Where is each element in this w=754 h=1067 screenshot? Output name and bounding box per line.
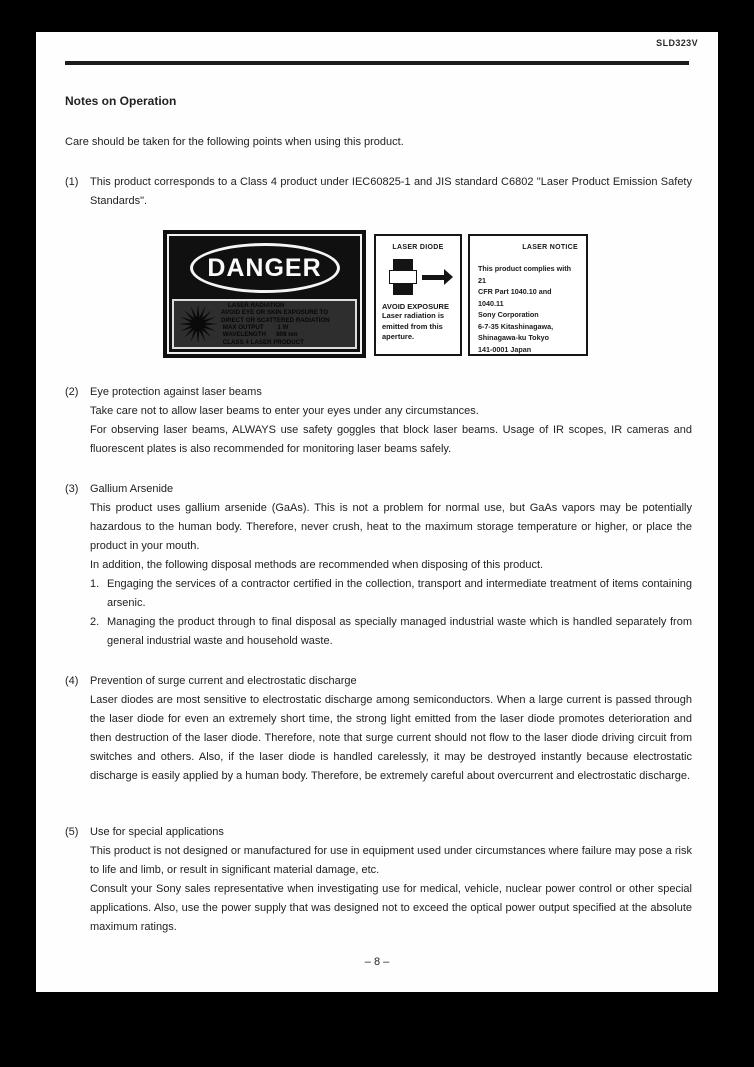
disposal-list xyxy=(90,575,692,651)
danger-line: CLASS 4 LASER PRODUCT xyxy=(221,338,304,346)
section-5-paragraph: Consult your Sony sales representative when investigating use for medical, vehicle, nuclear power control or other special applications. Also, use the power supply that was designed not to exceed the optical power output specified at the absolute maximum ratings. xyxy=(90,883,692,933)
document-page xyxy=(36,32,718,992)
section-5 xyxy=(65,823,692,937)
section-5-paragraph: This product is not designed or manufactured for use in equipment used under circumstances where failure may pose a risk to life and limb, or result in significant material damage, etc. xyxy=(90,845,692,876)
notice-line: Shinagawa-ku Tokyo xyxy=(478,333,549,342)
danger-textbox xyxy=(172,299,357,349)
danger-word: DANGER xyxy=(207,253,322,282)
section-4 xyxy=(65,672,692,786)
aperture-text: Laser radiation is emitted from this aperture. xyxy=(382,311,445,341)
list-item xyxy=(90,613,692,651)
notice-line: This product complies with 21 xyxy=(478,264,572,285)
danger-line: DIRECT OR SCATTERED RADIATION xyxy=(221,316,330,324)
notice-line: CFR Part 1040.10 and 1040.11 xyxy=(478,287,552,308)
danger-line: WAVELENGTH 808 nm xyxy=(221,331,298,339)
notice-title: LASER NOTICE xyxy=(522,244,578,251)
danger-line: AVOID EYE OR SKIN EXPOSURE TO xyxy=(221,309,329,317)
section-5-number: (5) xyxy=(65,826,79,838)
section-3 xyxy=(65,480,692,651)
avoid-exposure-text: AVOID EXPOSURE xyxy=(382,302,449,311)
section-2-paragraph: Take care not to allow laser beams to enter your eyes under any circumstances. xyxy=(90,405,479,417)
danger-warning-lines xyxy=(221,302,352,346)
section-1-text: This product corresponds to a Class 4 product under IEC60825-1 and JIS standard C6802 "Laser Product Emission Safety Standards". xyxy=(90,176,692,207)
laser-diode-package-icon xyxy=(393,259,413,295)
section-4-number: (4) xyxy=(65,675,79,687)
section-2-heading: Eye protection against laser beams xyxy=(90,386,262,398)
section-2-paragraph: For observing laser beams, ALWAYS use safety goggles that block laser beams. Usage of IR scopes, IR cameras and fluorescent plates is also recommended for monitoring laser beams safely. xyxy=(90,424,692,455)
notice-lines xyxy=(478,263,578,355)
section-1-number: (1) xyxy=(65,176,79,188)
page-title: Notes on Operation xyxy=(65,94,177,108)
aperture-label xyxy=(374,234,462,356)
section-3-number: (3) xyxy=(65,483,79,495)
header-rule xyxy=(65,61,689,65)
section-2 xyxy=(65,383,692,459)
section-3-paragraph: In addition, the following disposal methods are recommended when disposing of this product. xyxy=(90,559,544,571)
danger-line: LASER RADIATION xyxy=(221,302,285,310)
danger-line: MAX OUTPUT 1 W xyxy=(221,324,289,331)
list-item-number: 1. xyxy=(90,578,100,590)
aperture-label-title: LASER DIODE xyxy=(392,244,444,251)
laser-radiation-starburst-icon xyxy=(177,303,219,345)
intro-text: Care should be taken for the following points when using this product. xyxy=(65,136,404,148)
model-number: SLD323V xyxy=(656,38,698,48)
danger-ellipse xyxy=(190,243,340,293)
section-4-heading: Prevention of surge current and electrostatic discharge xyxy=(90,675,357,687)
list-item-text: Engaging the services of a contractor certified in the collection, transport and intermediate treatment of items containing arsenic. xyxy=(107,578,692,609)
section-4-paragraph: Laser diodes are most sensitive to electrostatic discharge among semiconductors. When a large current is passed through the laser diode for even an extremely short time, the strong light emitted from the laser diode promotes deterioration and then destruction of the laser diode. Therefore, note that surge current should not flow to the laser diode driving circuit from switches and others. Also, if the laser diode is handled carelessly, it may be destroyed instantly because electrostatic discharge is easily applied by a human body. Therefore, be extremely careful about overcurrent and electrostatic discharge. xyxy=(90,694,692,782)
list-item-text: Managing the product through to final disposal as specially managed industrial waste which is handled separately from general industrial waste and household waste. xyxy=(107,616,692,647)
page-number: – 8 – xyxy=(364,956,390,968)
aperture-diagram xyxy=(382,255,454,299)
section-2-number: (2) xyxy=(65,386,79,398)
section-3-heading: Gallium Arsenide xyxy=(90,483,174,495)
notice-line: 141-0001 Japan xyxy=(478,344,532,354)
notice-line: Sony Corporation xyxy=(478,310,539,319)
section-1 xyxy=(65,173,692,211)
beam-arrow-icon xyxy=(422,275,444,280)
danger-label-inner xyxy=(167,234,362,354)
fda-notice-label xyxy=(468,234,588,356)
notice-line: 6-7-35 Kitashinagawa, xyxy=(478,321,554,331)
danger-label xyxy=(163,230,366,358)
list-item-number: 2. xyxy=(90,616,100,628)
section-5-heading: Use for special applications xyxy=(90,826,224,838)
section-3-paragraph: This product uses gallium arsenide (GaAs). This is not a problem for normal use, but GaAs vapors may be potentially hazardous to the human body. Therefore, never crush, heat to the maximum storage temperature or higher, or place the product in your mouth. xyxy=(90,502,692,552)
list-item xyxy=(90,575,692,613)
